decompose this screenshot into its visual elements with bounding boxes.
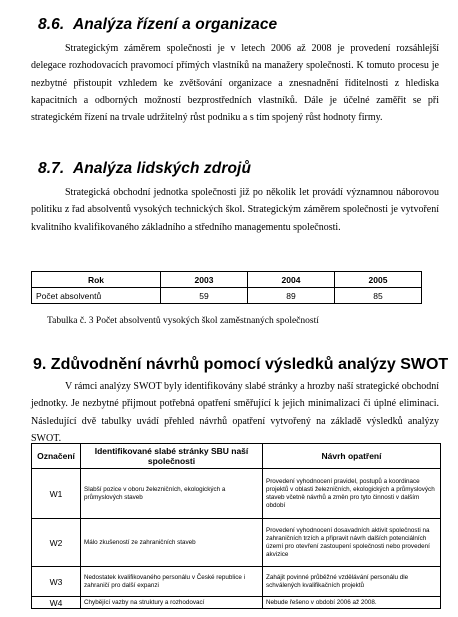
table-cell: Slabší pozice v oboru železničních, ekologických a průmyslových staveb — [81, 469, 263, 519]
table-row — [32, 469, 441, 519]
table-cell: 89 — [248, 288, 335, 304]
table-row — [32, 288, 422, 304]
table-row — [32, 567, 441, 597]
table-caption: Tabulka č. 3 Počet absolventů vysokých škol zaměstnaných společností — [47, 316, 319, 326]
table-cell: 85 — [335, 288, 422, 304]
paragraph-text: V rámci analýzy SWOT byly identifikovány slabé stránky a hrozby naší strategické obchodní jednotky. Je nezbytné přijmout potřebná opatření směřující k jejich minimalizaci či úplné eliminaci. Následující dvě tabulky uvádí přehled návrhů opatření vytvořený na základě výsledků analýzy SWOT. — [31, 381, 439, 444]
section-9-heading: 9. Zdůvodnění návrhů pomocí výsledků analýzy SWOT — [33, 356, 449, 373]
table-cell: Počet absolventů — [32, 288, 161, 304]
table-cell: Málo zkušeností ze zahraničních staveb — [81, 519, 263, 567]
table-cell: Zahájit povinné průběžné vzdělávání personálu dle schválených kvalifikačních projektů — [263, 567, 441, 597]
table-header-cell: Označení — [32, 444, 81, 469]
section-number: 8.6. — [38, 16, 65, 33]
table-header-cell: Návrh opatření — [263, 444, 441, 469]
graduates-table — [31, 271, 422, 304]
table-header-cell: Identifikované slabé stránky SBU naší společnosti — [81, 444, 263, 469]
section-title: Analýza lidských zdrojů — [73, 160, 252, 177]
table-cell: Provedení vyhodnocení pravidel, postupů a koordinace projektů v oblasti železničních, ekologických a průmyslových staveb včetně návrhů a změn pro tyto činnosti v dalším období — [263, 469, 441, 519]
table-header-cell: 2003 — [161, 272, 248, 288]
table-header-row — [32, 272, 422, 288]
paragraph-text: Strategickým záměrem společnosti je v letech 2006 až 2008 je provedení rozsáhlejší delegace rozhodovacích pravomocí přímých vlastníků na manažery společnosti. K tomuto procesu je nezbytné přistoupit vzhledem ke zvětšování organizace a znesnadnění řiditelnosti z hlediska kapacitních a odborných možností bezprostředních vlastníků. Dále je účelné zaměřit se při strategickém řízení na trvale udržitelný růst podniku a s tím spojený růst hodnoty firmy. — [31, 43, 439, 124]
table-row — [32, 597, 441, 609]
table-header-cell: Rok — [32, 272, 161, 288]
table-cell: Chybějící vazby na struktury a rozhodovací — [81, 597, 263, 609]
table-cell: W1 — [32, 469, 81, 519]
table-cell: Nedostatek kvalifikovaného personálu v České republice i zahraničí pro další expanzi — [81, 567, 263, 597]
table-header-row — [32, 444, 441, 469]
section-9-paragraph — [31, 378, 439, 447]
table-cell: W3 — [32, 567, 81, 597]
section-8-7-heading — [38, 160, 251, 178]
table-cell: W2 — [32, 519, 81, 567]
table-row — [32, 519, 441, 567]
table-header-cell: 2005 — [335, 272, 422, 288]
table-cell: Nebude řešeno v období 2006 až 2008. — [263, 597, 441, 609]
section-number: 8.7. — [38, 160, 65, 177]
table-cell: W4 — [32, 597, 81, 609]
section-8-6-heading — [38, 16, 277, 34]
section-8-7-paragraph — [31, 184, 439, 236]
table-cell: 59 — [161, 288, 248, 304]
paragraph-text: Strategická obchodní jednotka společnosti již po několik let provádí významnou náborovou politiku z řad absolventů vysokých technických škol. Strategickým záměrem společnosti je vytvoření kvalitního kvalifikovaného základního a středního managementu společnosti. — [31, 187, 439, 233]
table-header-cell: 2004 — [248, 272, 335, 288]
section-8-6-paragraph — [31, 40, 439, 126]
swot-weaknesses-table — [31, 443, 441, 609]
table-cell: Provedení vyhodnocení dosavadních aktivit společnosti na zahraničních trzích a připravit návrh dalších potenciálních území pro otevření zastoupení společnosti nebo provedení akvizice — [263, 519, 441, 567]
section-title: Analýza řízení a organizace — [73, 16, 278, 33]
